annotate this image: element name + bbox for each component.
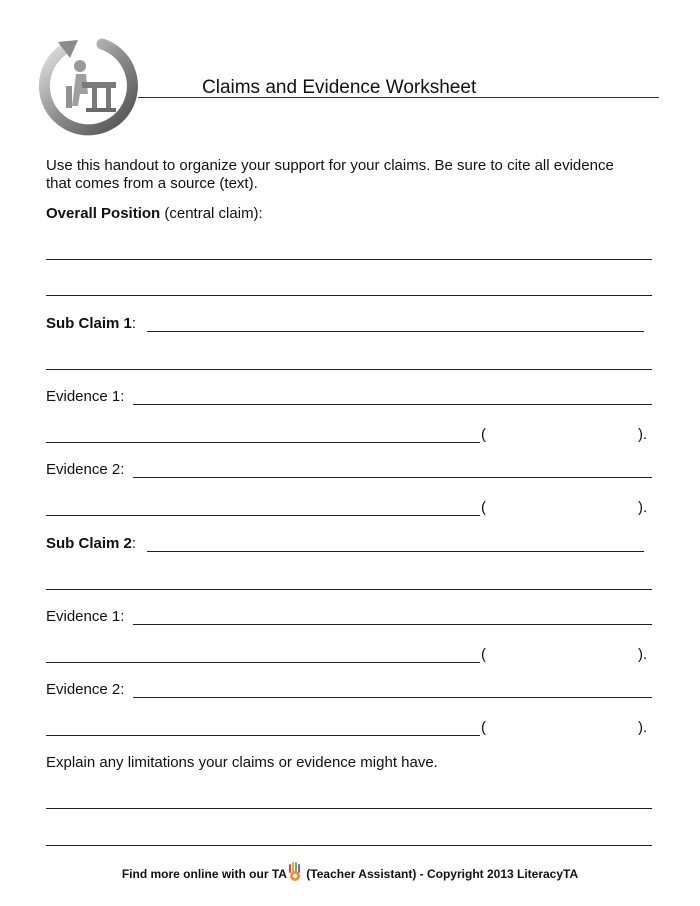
evidence-2-quote-line[interactable] [46,735,480,736]
overall-position-label-bold: Overall Position [46,205,161,222]
colorful-hand-icon [287,862,303,882]
citation-close: ). [638,646,648,663]
teacher-desk-logo-icon [36,34,140,138]
evidence-1-label: Evidence 1: [46,608,125,625]
overall-position-label [46,205,263,223]
citation-close: ). [638,499,648,516]
sub-claim-1-line-2[interactable] [46,369,652,370]
citation-close: ). [638,719,648,736]
evidence-1-quote-line[interactable] [46,662,480,663]
citation-open: ( [481,499,486,516]
evidence-1-label: Evidence 1: [46,388,125,405]
footer-prefix: Find more online with our TA [121,867,287,881]
overall-position-line-1[interactable] [46,259,652,260]
citation-close: ). [638,426,648,443]
overall-position-label-rest: (central claim): [160,205,263,222]
evidence-1-line[interactable] [133,624,652,625]
sub-claim-1-label [46,315,136,333]
sub-claim-2-line-2[interactable] [46,589,652,590]
evidence-2-quote-line[interactable] [46,515,480,516]
footer-suffix: (Teacher Assistant) - Copyright 2013 LiteracyTA [302,867,579,881]
title-underline [138,97,659,98]
evidence-2-line[interactable] [133,477,652,478]
citation-open: ( [481,646,486,663]
sub-claim-1-label-bold: Sub Claim 1 [46,315,132,332]
sub-claim-2-label-rest: : [131,535,137,552]
evidence-1-quote-line[interactable] [46,442,480,443]
sub-claim-2-label-bold: Sub Claim 2 [46,535,132,552]
sub-claim-2-line[interactable] [147,551,644,552]
instructions-line-1: Use this handout to organize your support for your claims. Be sure to cite all evidence [46,157,614,174]
evidence-2-line[interactable] [133,697,652,698]
sub-claim-2-label [46,535,136,553]
sub-claim-1-line[interactable] [147,331,644,332]
citation-open: ( [481,426,486,443]
evidence-2-label: Evidence 2: [46,681,125,698]
citation-open: ( [481,719,486,736]
instructions-line-2: that comes from a source (text). [46,175,258,192]
page-title: Claims and Evidence Worksheet [202,77,477,98]
sub-claim-1-label-rest: : [131,315,137,332]
limitations-line-1[interactable] [46,808,652,809]
footer [0,862,700,882]
limitations-prompt: Explain any limitations your claims or evidence might have. [46,754,438,771]
overall-position-line-2[interactable] [46,295,652,296]
limitations-line-2[interactable] [46,845,652,846]
evidence-1-line[interactable] [133,404,652,405]
evidence-2-label: Evidence 2: [46,461,125,478]
